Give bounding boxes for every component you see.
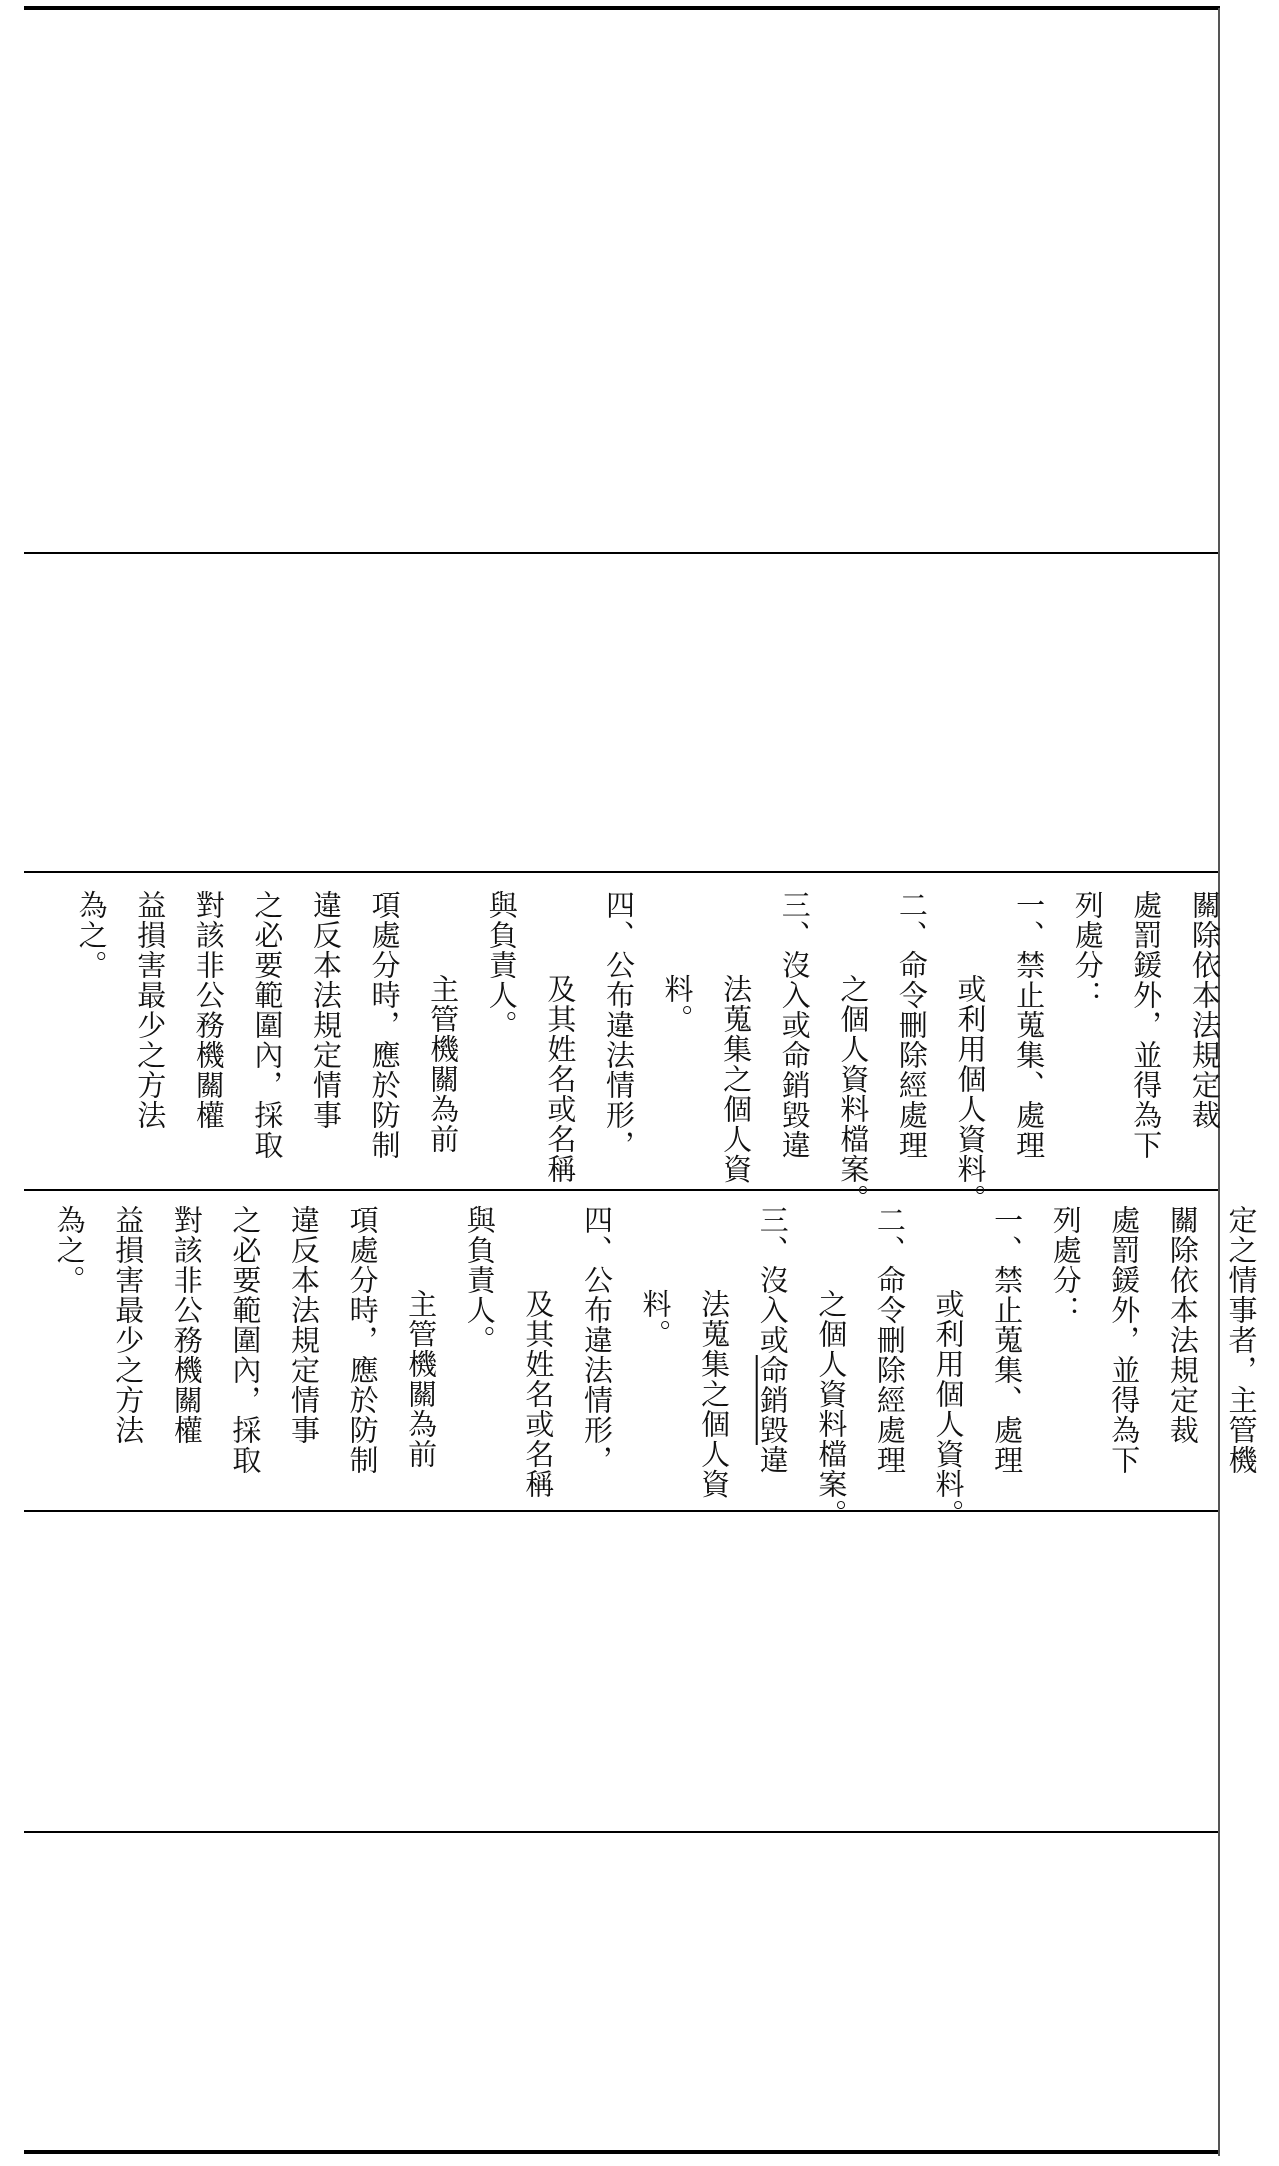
- text-line: 為之。: [74, 890, 109, 980]
- text-line: 關除依本法規定裁: [1187, 890, 1222, 1130]
- text-line: 主管機關為前: [404, 1289, 439, 1469]
- text-line: 四、公布違法情形，: [579, 1205, 614, 1475]
- text-line: 違反本法規定情事: [308, 890, 343, 1130]
- text-line: 處罰鍰外，並得為下: [1107, 1205, 1142, 1475]
- text-line: 三、沒入或命銷毀違: [777, 890, 812, 1160]
- text-line: 益損害最少之方法: [133, 890, 168, 1130]
- text-line: 料。: [660, 974, 695, 1034]
- text-line: 定之情事者，主管機: [1224, 1205, 1259, 1475]
- text-line: 或利用個人資料。: [953, 974, 988, 1214]
- row-divider-5: [24, 1831, 1220, 1833]
- text-line: 為之。: [52, 1205, 87, 1295]
- text-line: 及其姓名或名稱: [543, 974, 578, 1184]
- table-bottom-border: [24, 2150, 1220, 2154]
- text-line: 違反本法規定情事: [286, 1205, 321, 1445]
- text-segment: 違: [755, 1445, 790, 1475]
- text-line: 對該非公務機關權: [191, 890, 226, 1130]
- text-line: 處罰鍰外，並得為下: [1129, 890, 1164, 1160]
- text-line: 之必要範圍內，採取: [250, 890, 285, 1160]
- text-line: 項處分時，應於防制: [345, 1205, 380, 1475]
- text-line: 一、禁止蒐集、處理: [1012, 890, 1047, 1160]
- text-line: 之必要範圍內，採取: [228, 1205, 263, 1475]
- text-line: [743, 1205, 802, 1505]
- text-line: 四、公布違法情形，: [601, 890, 636, 1160]
- text-line: 主管機關為前: [426, 974, 461, 1154]
- text-line: 或利用個人資料。: [931, 1289, 966, 1529]
- text-line: 法蒐集之個人資: [697, 1289, 732, 1499]
- text-line: 料。: [638, 1289, 673, 1349]
- text-line: 法蒐集之個人資: [719, 974, 754, 1184]
- text-line: 之個人資料檔案。: [836, 974, 871, 1214]
- text-segment: 三、沒入或: [755, 1205, 790, 1355]
- text-line: 益損害最少之方法: [111, 1205, 146, 1445]
- text-line: 關除依本法規定裁: [1165, 1205, 1200, 1445]
- row-divider-2: [24, 871, 1220, 873]
- text-line: 二、命令刪除經處理: [872, 1205, 907, 1475]
- cell-b-text: [40, 1205, 1270, 1529]
- text-line: 一、禁止蒐集、處理: [990, 1205, 1025, 1475]
- text-line: 及其姓名或名稱: [521, 1289, 556, 1499]
- text-line: 之個人資料檔案。: [814, 1289, 849, 1529]
- table-top-border: [24, 6, 1220, 10]
- row-divider-4: [24, 1510, 1220, 1512]
- text-line: 二、命令刪除經處理: [894, 890, 929, 1160]
- text-line: 與負責人。: [462, 1205, 497, 1355]
- text-line: 列處分：: [1048, 1205, 1083, 1325]
- underlined-text: 命銷毀: [755, 1355, 790, 1445]
- row-divider-1: [24, 552, 1220, 554]
- cell-a-text: [62, 890, 1234, 1214]
- text-line: 與負責人。: [484, 890, 519, 1040]
- text-line: 對該非公務機關權: [169, 1205, 204, 1445]
- text-line: 列處分：: [1070, 890, 1105, 1010]
- text-line: 項處分時，應於防制: [367, 890, 402, 1160]
